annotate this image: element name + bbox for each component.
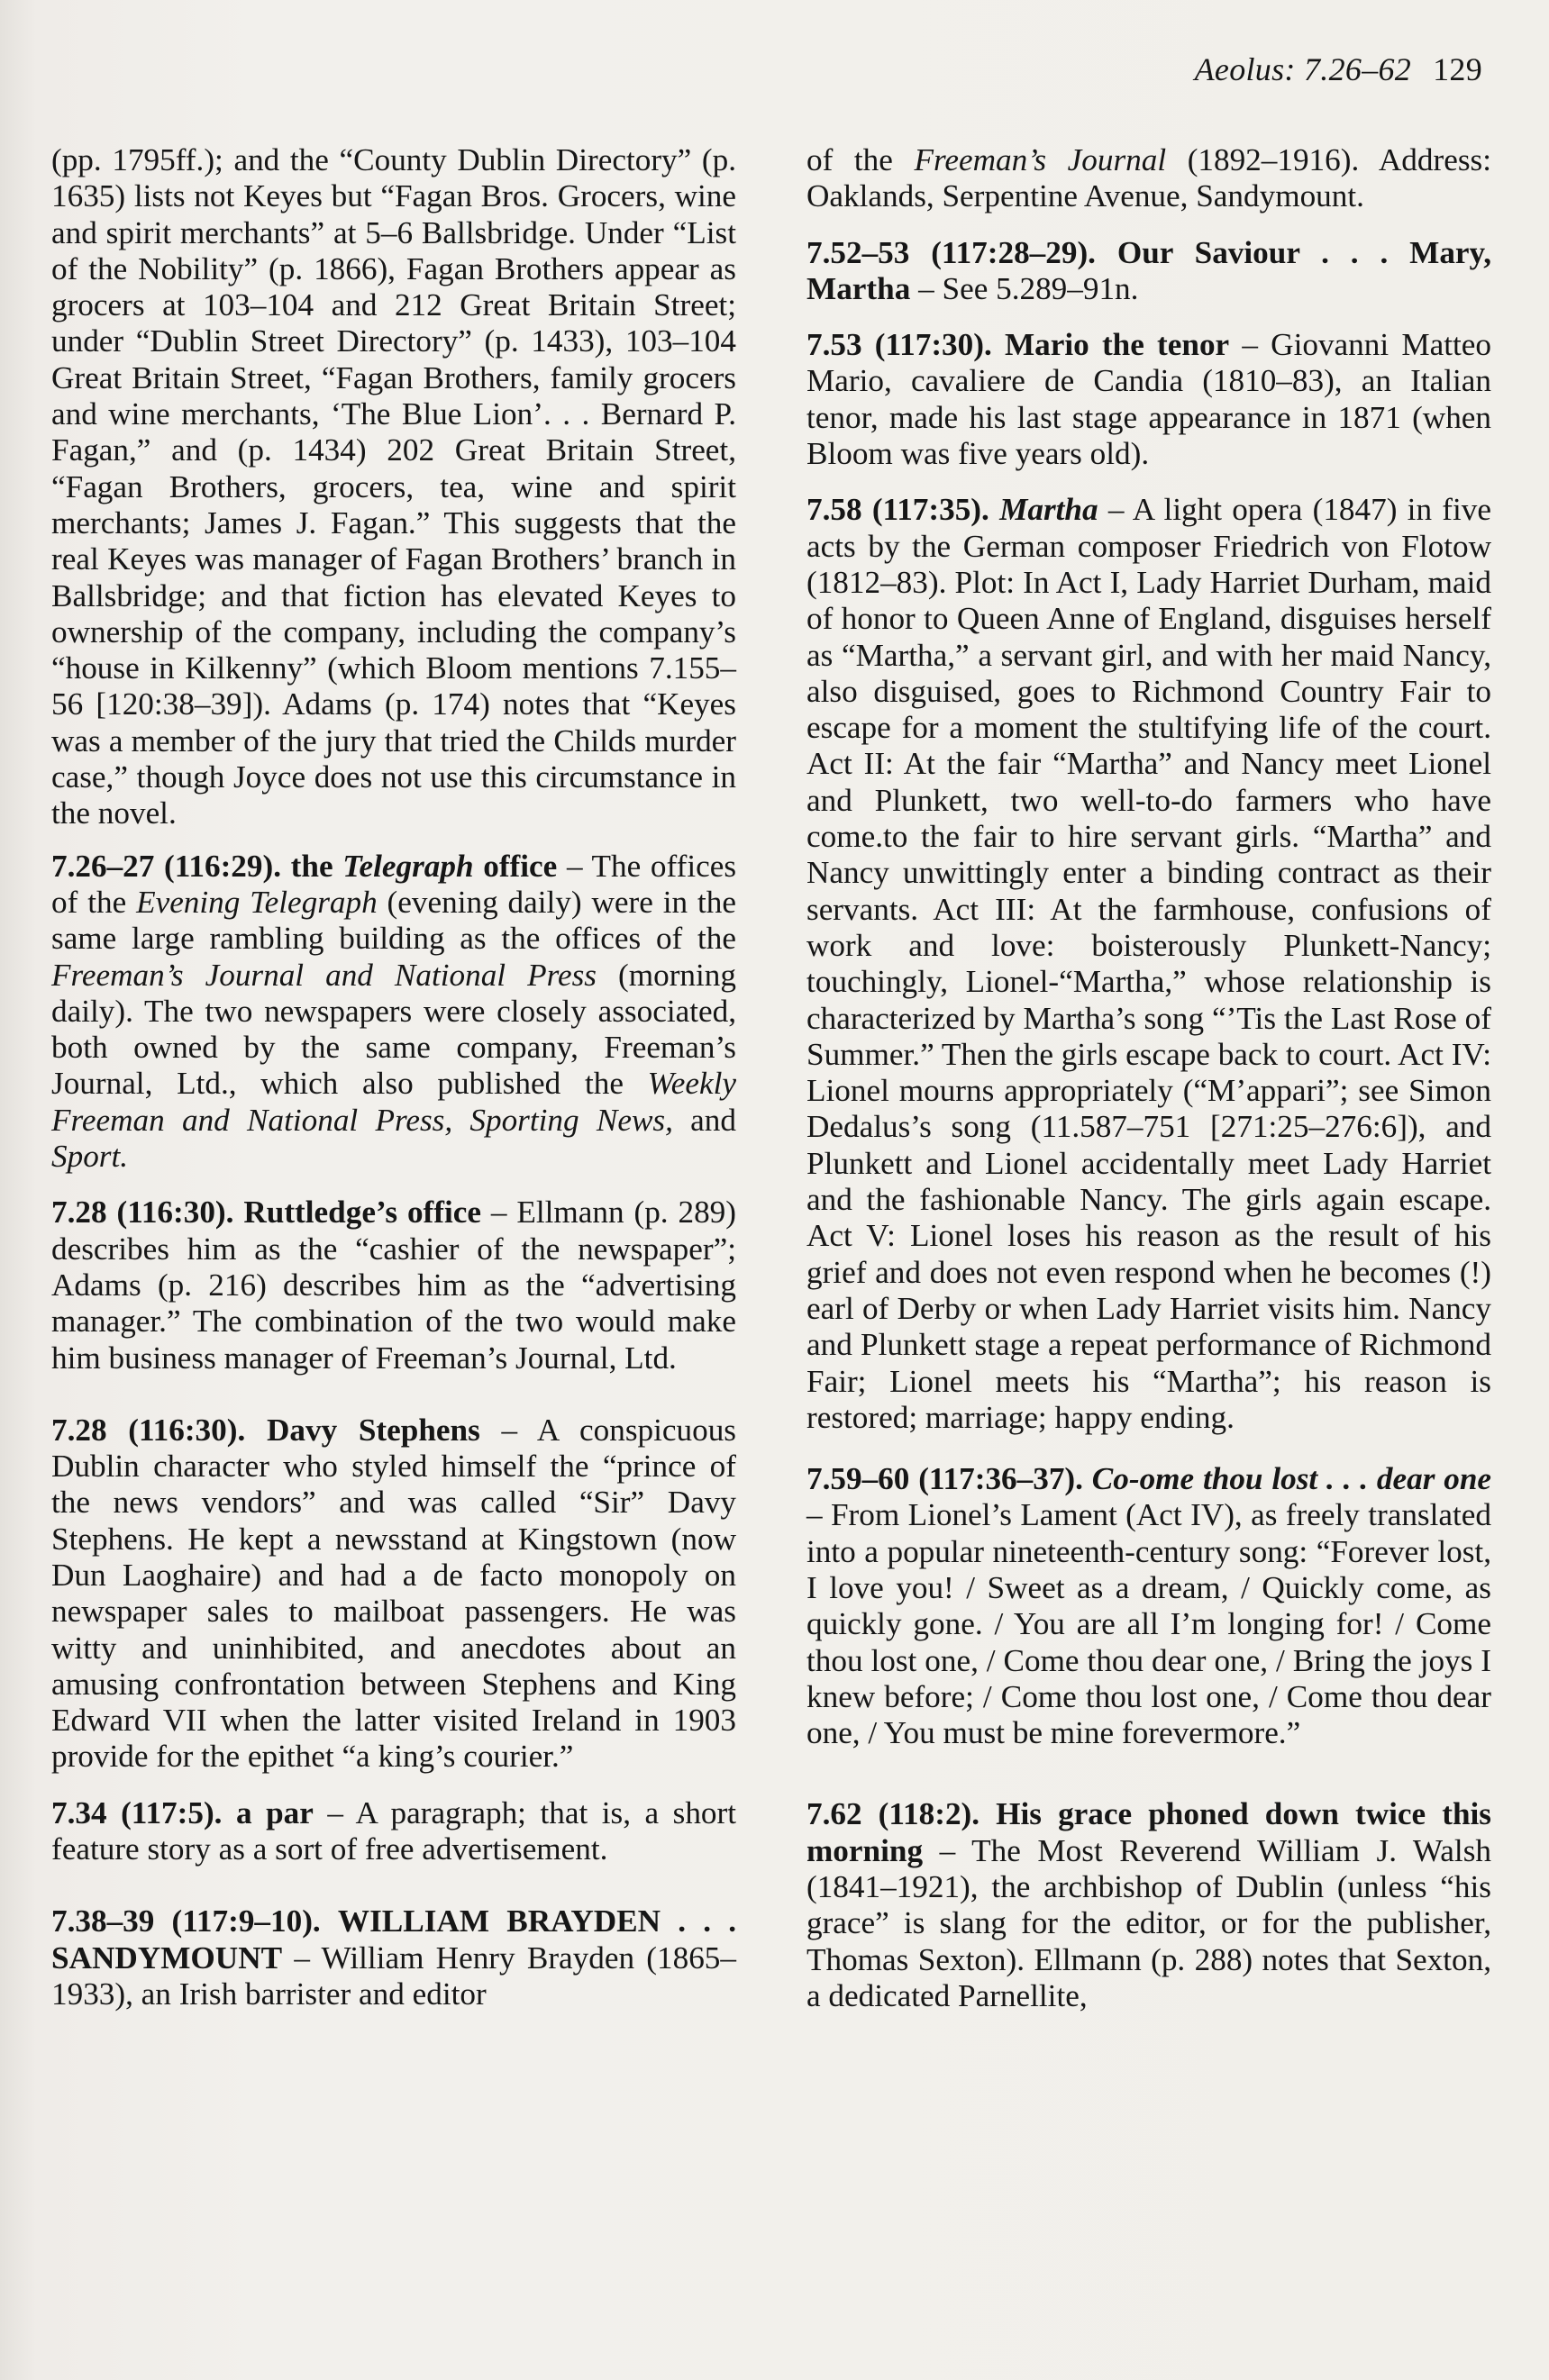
annotation-headword: a par [235, 1794, 314, 1830]
annotation-text: – A paragraph; that is, a short feature story as a sort of free advertisement. [51, 1794, 737, 1867]
line-reference: 7.58 (117:35). [806, 492, 989, 528]
annotation-headword: Mario the tenor [1004, 327, 1230, 363]
newspaper-title: Freeman’s Journal [914, 142, 1167, 177]
newspaper-title: Freeman’s Journal and National Press [51, 957, 597, 993]
line-reference: 7.62 (118:2). [806, 1796, 980, 1832]
annotation-text: (1892–1916). Address: Oaklands, Serpentine Avenue, Sandymount. [806, 142, 1491, 214]
annotation-7-62 [806, 1796, 1491, 2014]
annotation-text: – The Most Reverend William J. Walsh (1841–1921), the archbishop of Dublin (unless “his grace” is slang for the editor, or for the publisher, Thomas Sexton). Ellmann (p. 288) notes that Sexton, a dedicated Parnellite, [806, 1832, 1491, 2013]
annotation-7-26-27 [51, 849, 736, 1176]
annotation-text: – From Lionel’s Lament (Act IV), as freely translated into a popular nineteenth-century song: “Forever lost, I love you! / Sweet as a dream, / Quickly come, as quickly gone. / You are all I’m longing for! / Come thou lost one, / Come thou dear one, / Bring the joys I knew before; / Come thou lost one, / Come thou dear one, / You must be mine forevermore.” [806, 1497, 1491, 1751]
page-number: 129 [1433, 51, 1482, 87]
annotation-text: (pp. 1795ff.); and the “County Dublin Directory” (p. 1635) lists not Keyes but “Fagan Bros. Grocers, wine and spirit merchants” at 5–6 Ballsbridge. Under “List of the Nobility” (p. 1866), Fagan Brothers appear as grocers at 103–104 and 212 Great Britain Street; under “Dublin Street Directory” (p. 1433), 103–104 Great Britain Street, “Fagan Brothers, family grocers and wine merchants, ‘The Blue Lion’. . . Bernard P. Fagan,” and (p. 1434) 202 Great Britain Street, “Fagan Brothers, grocers, tea, wine and spirit merchants; James J. Fagan.” This suggests that the real Keyes was manager of Fagan Brothers’ branch in Ballsbridge; and that fiction has elevated Keyes to ownership of the company, including the company’s “house in Kilkenny” (which Bloom mentions 7.155–56 [120:38–39]). Adams (p. 174) notes that “Keyes was a member of the jury that tried the Childs murder case,” though Joyce does not use this circumstance in the novel. [51, 142, 736, 831]
line-reference: 7.28 (116:30). [51, 1195, 234, 1231]
annotation-headword: His grace phoned down twice this morning [806, 1796, 1492, 1868]
annotation-7-58 [806, 492, 1491, 1436]
annotation-text: (morning daily). The two newspapers were closely associated, both owned by the same company, Freeman’s Journal, Ltd., which also published the [51, 957, 736, 1102]
annotation-headword: Martha [999, 492, 1098, 528]
line-reference: 7.28 (116:30). [51, 1412, 246, 1448]
continued-annotation [806, 142, 1491, 215]
annotation-text: and [672, 1102, 736, 1138]
continued-annotation [51, 142, 736, 832]
annotation-headword: Co-ome thou lost . . . dear one [1091, 1461, 1492, 1497]
annotation-7-59-60 [806, 1461, 1491, 1751]
annotation-7-34 [51, 1795, 736, 1868]
line-reference: 7.59–60 (117:36–37). [806, 1461, 1083, 1497]
annotation-text: – A conspicuous Dublin character who styled himself the “prince of the news vendors” and was called “Sir” Davy Stephens. He kept a newsstand at Kingstown (now Dun Laoghaire) and had a de facto monopoly on newspaper sales to mailboat passengers. He was witty and uninhibited, and anecdotes about an amusing confrontation between Stephens and King Edward VII when the latter visited Ireland in 1903 provide for the epithet “a king’s courier.” [51, 1412, 736, 1775]
line-reference: 7.38–39 (117:9–10). [51, 1903, 321, 1939]
annotation-text: – William Henry Brayden (1865–1933), an Irish barrister and editor [51, 1939, 736, 2012]
newspaper-title: Sport. [51, 1139, 129, 1175]
newspaper-title: Evening Telegraph [136, 884, 378, 920]
annotation-text: of the [806, 142, 915, 177]
annotation-headword: the Telegraph office [290, 848, 558, 884]
annotation-text: – The offices of the [51, 848, 737, 920]
annotation-headword: WILLIAM BRAYDEN . . . SANDYMOUNT [51, 1903, 736, 1976]
annotation-text: – A light opera (1847) in five acts by the German composer Friedrich von Flotow (1812–83). Plot: In Act I, Lady Harriet Durham, maid of honor to Queen Anne of England, disguises herself as “Martha,” a servant girl, and with her maid Nancy, also disguised, goes to Richmond Country Fair to escape for a moment the stultifying life of the court. Act II: At the fair “Martha” and Nancy meet Lionel and Plunkett, two well-to-do farmers who have come.to the fair to hire servant girls. “Martha” and Nancy unwittingly enter a binding contract as their servants. Act III: At the farmhouse, confusions of work and love: boisterously Plunkett-Nancy; touchingly, Lionel-“Martha,” whose relationship is characterized by Martha’s song “’Tis the Last Rose of Summer.” Then the girls escape back to court. Act IV: Lionel mourns appropriately (“M’appari”; see Simon Dedalus’s song (11.587–751 [271:25–276:6]), and Plunkett and Lionel accidentally meet Lady Harriet and the fashionable Nancy. The girls again escape. Act V: Lionel loses his reason as the result of his grief and does not even respond when he becomes (!) earl of Derby or when Lady Harriet visits him. Nancy and Plunkett stage a repeat performance of Richmond Fair; Lionel meets his “Martha”; his reason is restored; marriage; happy ending. [806, 492, 1491, 1435]
annotation-text: (evening daily) were in the same large rambling building as the offices of the [51, 884, 736, 957]
annotation-text: – Giovanni Matteo Mario, cavaliere de Candia (1810–83), an Italian tenor, made his last stage appearance in 1871 (when Bloom was five years old). [806, 327, 1491, 472]
annotation-text: – Ellmann (p. 289) describes him as the “cashier of the newspaper”; Adams (p. 216) describes him as the “advertising manager.” The combination of the two would make him business manager of Freeman’s Journal, Ltd. [51, 1195, 736, 1376]
running-header [1195, 50, 1482, 88]
annotation-headword: Our Saviour . . . Mary, Martha [806, 234, 1491, 306]
annotation-text: – See 5.289–91n. [910, 270, 1139, 306]
annotation-headword: Ruttledge’s office [243, 1195, 481, 1231]
line-reference: 7.53 (117:30). [806, 327, 992, 363]
annotation-7-28-davy-stephens [51, 1413, 736, 1776]
annotation-7-28-ruttledge [51, 1195, 736, 1376]
left-column [51, 142, 736, 2032]
annotation-7-38-39 [51, 1903, 736, 2012]
annotation-7-52-53 [806, 235, 1491, 308]
right-column [806, 142, 1491, 2034]
line-reference: 7.52–53 (117:28–29). [806, 234, 1096, 270]
newspaper-title: Weekly Freeman and National Press, Sporting News, [51, 1066, 736, 1138]
line-reference: 7.26–27 (116:29). [51, 848, 281, 884]
running-title: Aeolus: 7.26–62 [1194, 51, 1412, 87]
annotation-7-53 [806, 327, 1491, 472]
line-reference: 7.34 (117:5). [51, 1794, 223, 1830]
annotation-headword: Davy Stephens [266, 1412, 480, 1448]
